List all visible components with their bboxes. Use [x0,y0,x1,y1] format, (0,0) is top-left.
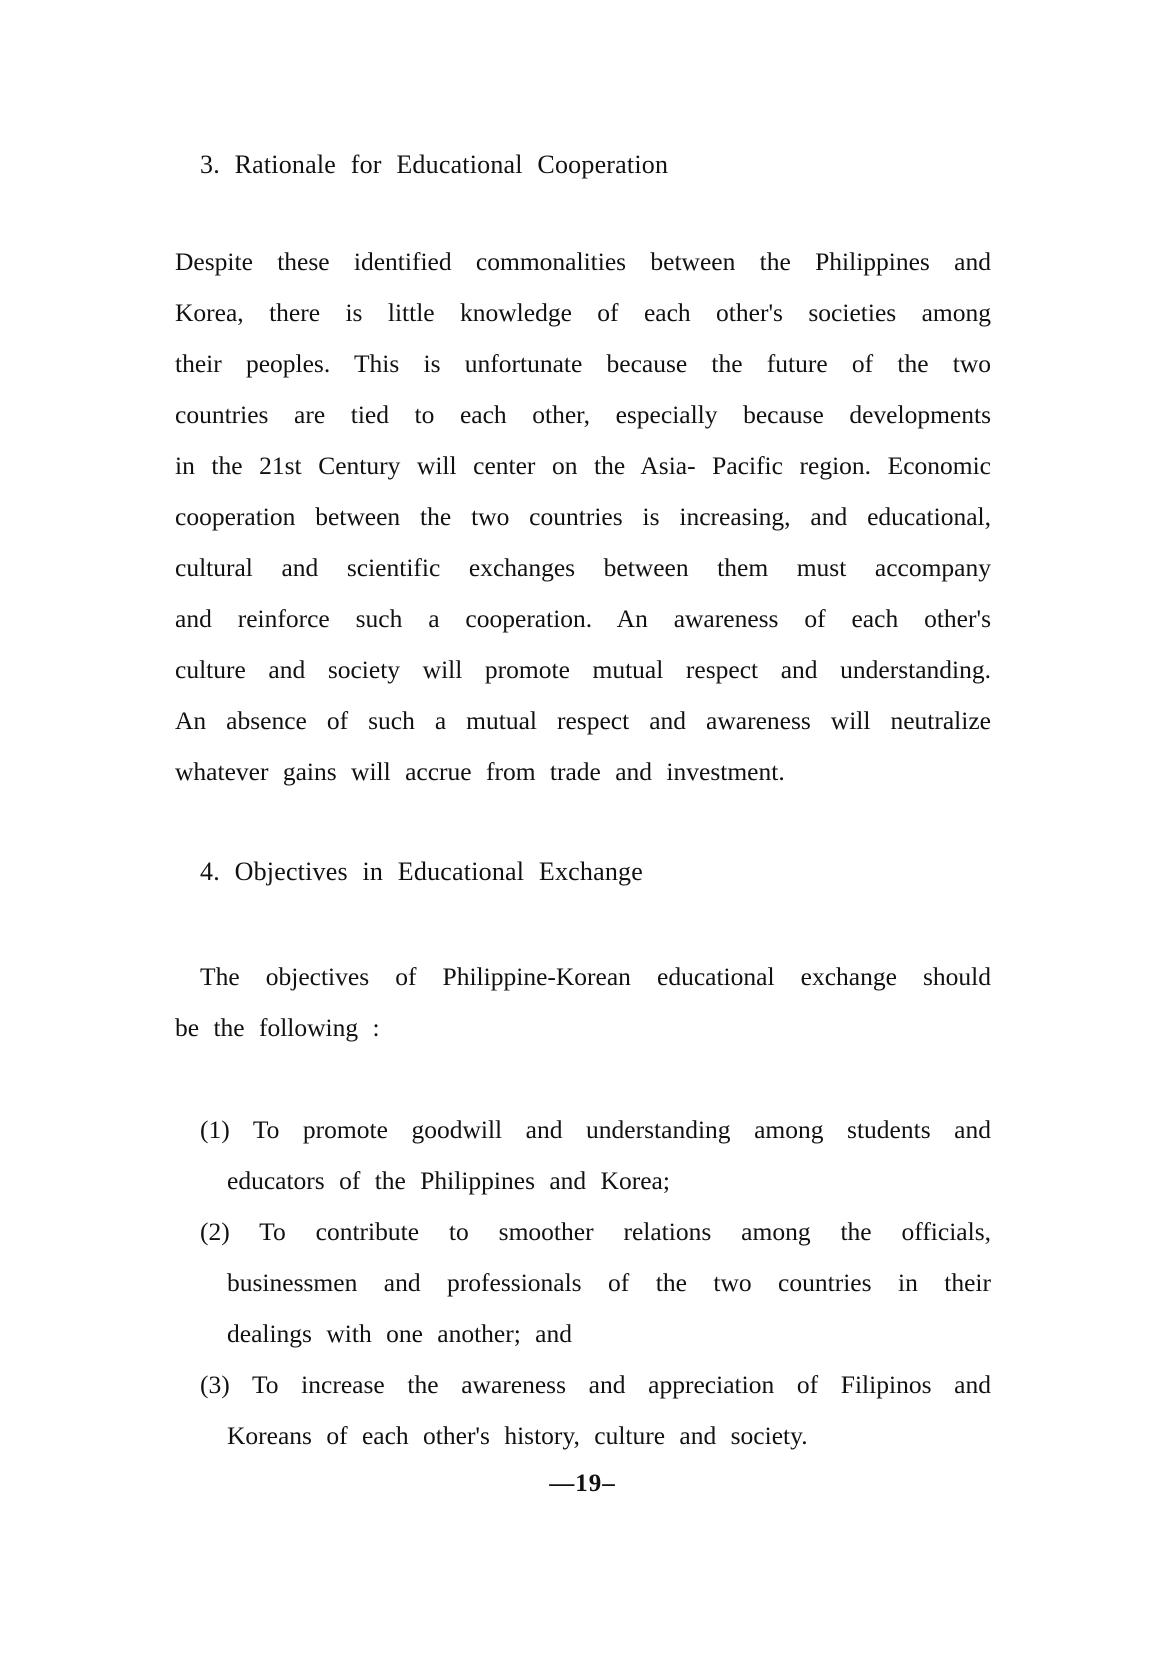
list-item-line: businessmen and professionals of the two countries in their [227,1268,991,1297]
list-item [200,1359,991,1461]
paragraph-line: Despite these identified commonalities between the Philippines and [175,247,991,276]
paragraph-line: countries are tied to each other, especially because developments [175,400,991,429]
list-item-line: (2) To contribute to smoother relations among the officials, [200,1217,991,1246]
list-item-line: educators of the Philippines and Korea; [227,1166,670,1195]
list-item-line: Koreans of each other's history, culture and society. [227,1421,808,1450]
paragraph-line: whatever gains will accrue from trade and investment. [175,757,785,786]
list-item [200,1206,991,1359]
section-3-paragraph [175,236,991,797]
paragraph-line: culture and society will promote mutual respect and understanding. [175,655,991,684]
paragraph-line: Korea, there is little knowledge of each other's societies among [175,298,991,327]
page-number: —19– [549,1470,616,1497]
intro-line: be the following : [175,1013,380,1042]
list-item [200,1104,991,1206]
section-3-heading: 3. Rationale for Educational Cooperation [200,150,669,179]
paragraph-line: their peoples. This is unfortunate because the future of the two [175,349,991,378]
list-item-line: (3) To increase the awareness and appreciation of Filipinos and [200,1370,991,1399]
intro-line: The objectives of Philippine-Korean educational exchange should [200,962,991,991]
objectives-list [200,1104,991,1461]
paragraph-line: and reinforce such a cooperation. An awareness of each other's [175,604,991,633]
paragraph-line: cooperation between the two countries is increasing, and educational, [175,502,991,531]
paragraph-line: cultural and scientific exchanges between them must accompany [175,553,991,582]
section-4-intro [175,951,991,1053]
list-item-line: dealings with one another; and [227,1319,572,1348]
list-item-line: (1) To promote goodwill and understanding among students and [200,1115,991,1144]
paragraph-line: in the 21st Century will center on the Asia- Pacific region. Economic [175,451,991,480]
paragraph-line: An absence of such a mutual respect and awareness will neutralize [175,706,991,735]
section-4-heading: 4. Objectives in Educational Exchange [200,857,643,886]
